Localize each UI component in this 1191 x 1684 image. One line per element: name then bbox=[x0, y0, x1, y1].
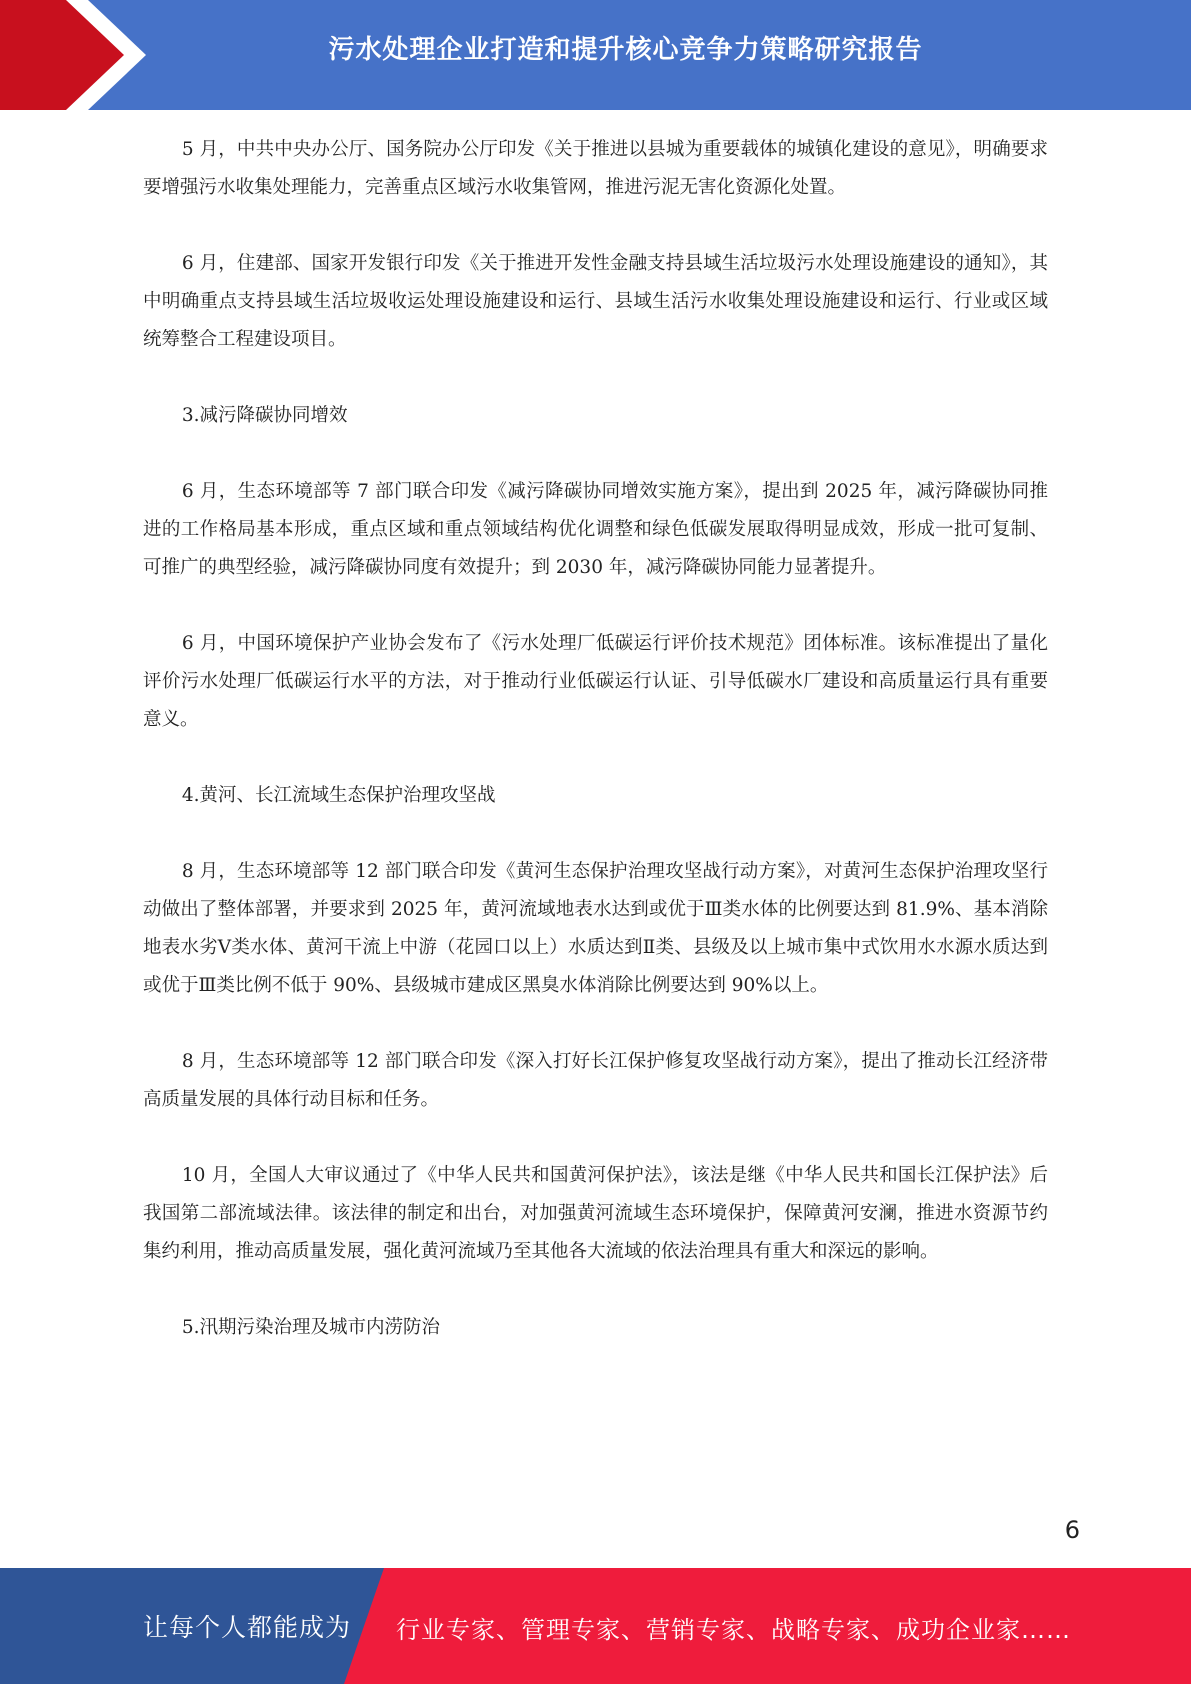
section-heading-4: 4.黄河、长江流域生态保护治理攻坚战 bbox=[181, 785, 496, 806]
document-body bbox=[143, 131, 1048, 1347]
paragraph-june-county-finance: 6 月，住建部、国家开发银行印发《关于推进开发性金融支持县域生活垃圾污水处理设施建设的通知》，其中明确重点支持县域生活垃圾收运处理设施建设和运行、县域生活污水收集处理设施建设和运行、行业或区域统筹整合工程建设项目。 bbox=[143, 253, 1048, 350]
document-title: 污水处理企业打造和提升核心竞争力策略研究报告 bbox=[328, 35, 923, 65]
paragraph-june-pollution-carbon-plan: 6 月，生态环境部等 7 部门联合印发《减污降碳协同增效实施方案》，提出到 2025 年，减污降碳协同推进的工作格局基本形成，重点区域和重点领域结构优化调整和绿色低碳发展取得明显成效，形成一批可复制、可推广的典型经验，减污降碳协同度有效提升；到 2030 年，减污降碳协同能力显著提升。 bbox=[143, 481, 1048, 578]
page-header bbox=[0, 0, 1191, 110]
paragraph-may-county-urbanization: 5 月，中共中央办公厅、国务院办公厅印发《关于推进以县城为重要载体的城镇化建设的意见》，明确要求要增强污水收集处理能力，完善重点区域污水收集管网，推进污泥无害化资源化处置。 bbox=[143, 139, 1048, 198]
paragraph-june-low-carbon-standard: 6 月，中国环境保护产业协会发布了《污水处理厂低碳运行评价技术规范》团体标准。该标准提出了量化评价污水处理厂低碳运行水平的方法，对于推动行业低碳运行认证、引导低碳水厂建设和高质量运行具有重要意义。 bbox=[143, 633, 1048, 730]
section-heading-5: 5.汛期污染治理及城市内涝防治 bbox=[181, 1317, 440, 1338]
section-heading-3: 3.减污降碳协同增效 bbox=[181, 405, 348, 426]
page-footer bbox=[0, 1568, 1191, 1684]
footer-slogan-right: 行业专家、管理专家、营销专家、战略专家、成功企业家…… bbox=[396, 1616, 1071, 1644]
paragraph-august-yangtze-plan: 8 月，生态环境部等 12 部门联合印发《深入打好长江保护修复攻坚战行动方案》，提出了推动长江经济带高质量发展的具体行动目标和任务。 bbox=[143, 1051, 1048, 1110]
paragraph-august-yellow-river-plan: 8 月，生态环境部等 12 部门联合印发《黄河生态保护治理攻坚战行动方案》，对黄河生态保护治理攻坚行动做出了整体部署，并要求到 2025 年，黄河流域地表水达到或优于Ⅲ类水体的比例要达到 81.9%、基本消除地表水劣Ⅴ类水体、黄河干流上中游（花园口以上）水质达到Ⅱ类、县级及以上城市集中式饮用水水源水质达到或优于Ⅲ类比例不低于 90%、县级城市建成区黑臭水体消除比例要达到 90%以上。 bbox=[143, 861, 1048, 996]
paragraph-october-yellow-river-law: 10 月，全国人大审议通过了《中华人民共和国黄河保护法》，该法是继《中华人民共和国长江保护法》后我国第二部流域法律。该法律的制定和出台，对加强黄河流域生态环境保护，保障黄河安澜，推进水资源节约集约利用，推动高质量发展，强化黄河流域乃至其他各大流域的依法治理具有重大和深远的影响。 bbox=[143, 1165, 1048, 1262]
page-number: 6 bbox=[1064, 1516, 1080, 1544]
footer-slogan-left: 让每个人都能成为 bbox=[143, 1613, 352, 1642]
